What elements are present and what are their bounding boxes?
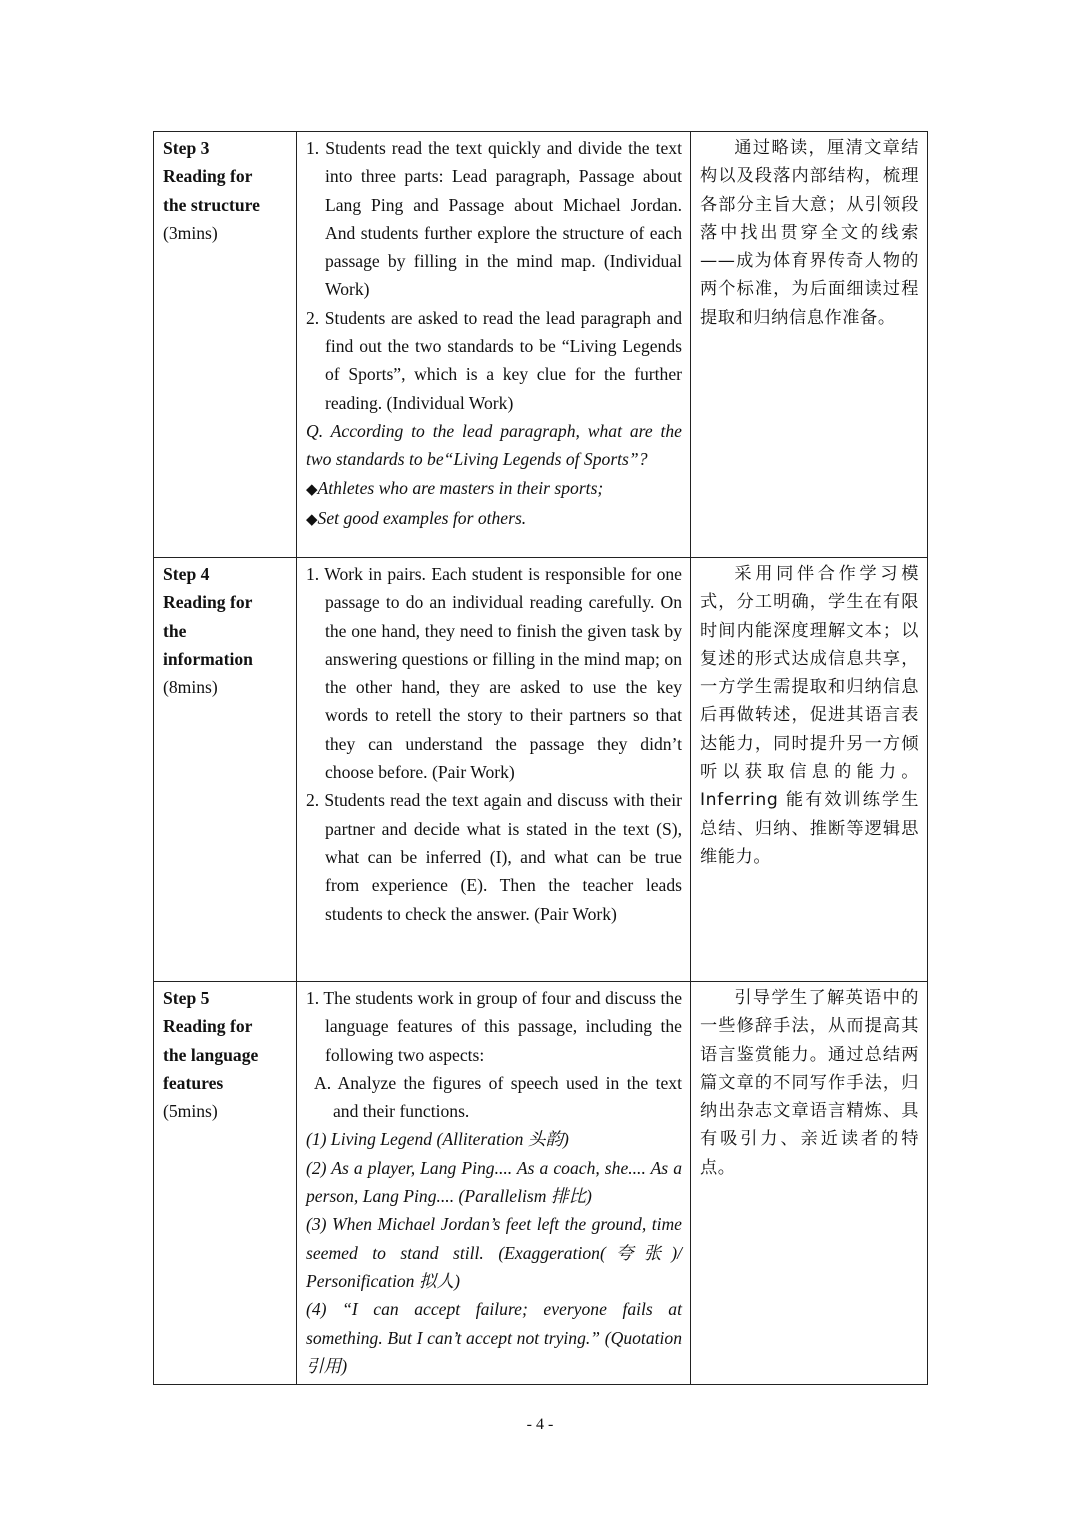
lesson-plan-table <box>153 131 928 1385</box>
diamond-bullet-icon: ◆ <box>306 481 318 498</box>
purpose-cell <box>691 982 928 1385</box>
step-title-line: Reading for <box>163 1016 253 1037</box>
activity-subpoint: A. Analyze the figures of speech used in the text and their functions. <box>314 1072 682 1122</box>
step-title-line: the <box>163 620 187 641</box>
step-cell <box>154 132 297 558</box>
design-purpose-text: 采用同伴合作学习模式，分工明确，学生在有限时间内能深度理解文本；以复述的形式达成信息共享，一方学生需提取和归纳信息后再做转述，促进其语言表达能力，同时提升另一方倾听以获取信息的能力。Inferring 能有效训练学生总结、归纳、推断等逻辑思维能力。 <box>700 564 919 867</box>
step-cell <box>154 982 297 1385</box>
activity-item: 2. Students read the text again and discuss with their partner and decide what is stated in the text (S), what can be inferred (I), and what can be true from experience (E). Then the teacher leads students to check the answer. (Pair Work) <box>306 790 682 924</box>
step-duration: (5mins) <box>163 1101 218 1122</box>
design-purpose-text: 通过略读，厘清文章结构以及段落内部结构，梳理各部分主旨大意；从引领段落中找出贯穿全文的线索——成为体育界传奇人物的两个标准，为后面细读过程提取和归纳信息作准备。 <box>700 138 919 328</box>
step-cell <box>154 558 297 982</box>
purpose-cell <box>691 132 928 558</box>
page-number: - 4 - <box>526 1416 554 1433</box>
activity-cell <box>297 982 691 1385</box>
diamond-bullet-icon: ◆ <box>306 511 318 528</box>
purpose-cell <box>691 558 928 982</box>
answer-bullet <box>306 504 682 534</box>
step-duration: (8mins) <box>163 677 218 698</box>
step-duration: (3mins) <box>163 222 218 243</box>
step-title-line: the language <box>163 1044 259 1065</box>
table-row <box>154 132 928 558</box>
bullet-text: Set good examples for others. <box>317 507 527 528</box>
activity-item: 1. Work in pairs. Each student is responsible for one passage to do an individual reading carefully. On the one hand, they need to finish the given task by answering questions or filling in the mind map; on the other hand, they are asked to use the key words to retell the story to their partners so that they can understand the passage they didn’t choose before. (Pair Work) <box>306 564 682 783</box>
answer-bullet <box>306 474 682 504</box>
step-title-line: Reading for <box>163 166 253 187</box>
bullet-text: Athletes who are masters in their sports; <box>317 477 604 498</box>
table-row <box>154 558 928 982</box>
step-title-line: the structure <box>163 194 260 215</box>
step-title-line: features <box>163 1072 224 1093</box>
figure-of-speech-example: (1) Living Legend (Alliteration 头韵) <box>306 1129 569 1150</box>
activity-cell <box>297 132 691 558</box>
table-row <box>154 982 928 1385</box>
figure-of-speech-example: (3) When Michael Jordan’s feet left the ground, time seemed to stand still. (Exaggeration(夸张)/ Personification 拟人) <box>306 1214 682 1291</box>
activity-item: 1. The students work in group of four and discuss the language features of this passage, including the following two aspects: <box>306 988 682 1065</box>
figure-of-speech-example: (4) “I can accept failure; everyone fails at something. But I can’t accept not trying.” (Quotation 引用) <box>306 1299 682 1376</box>
activity-item: 2. Students are asked to read the lead paragraph and find out the two standards to be “Living Legends of Sports”, which is a key clue for the further reading. (Individual Work) <box>306 307 682 413</box>
guiding-question: Q. According to the lead paragraph, what are the two standards to be“Living Legends of Sports”? <box>306 420 682 470</box>
step-label: Step 5 <box>163 988 210 1008</box>
step-label: Step 4 <box>163 564 210 584</box>
step-title-line: Reading for <box>163 592 253 613</box>
step-label: Step 3 <box>163 138 210 158</box>
figure-of-speech-example: (2) As a player, Lang Ping.... As a coach, she.... As a person, Lang Ping.... (Parallelism 排比) <box>306 1157 682 1207</box>
activity-cell <box>297 558 691 982</box>
step-title-line: information <box>163 648 253 669</box>
design-purpose-text: 引导学生了解英语中的一些修辞手法，从而提高其语言鉴赏能力。通过总结两篇文章的不同写作手法，归纳出杂志文章语言精炼、具有吸引力、亲近读者的特点。 <box>700 988 919 1178</box>
activity-item: 1. Students read the text quickly and divide the text into three parts: Lead paragraph, Passage about Lang Ping and Passage about Michael Jordan. And students further explore the structure of each passage by filling in the mind map. (Individual Work) <box>306 138 682 300</box>
